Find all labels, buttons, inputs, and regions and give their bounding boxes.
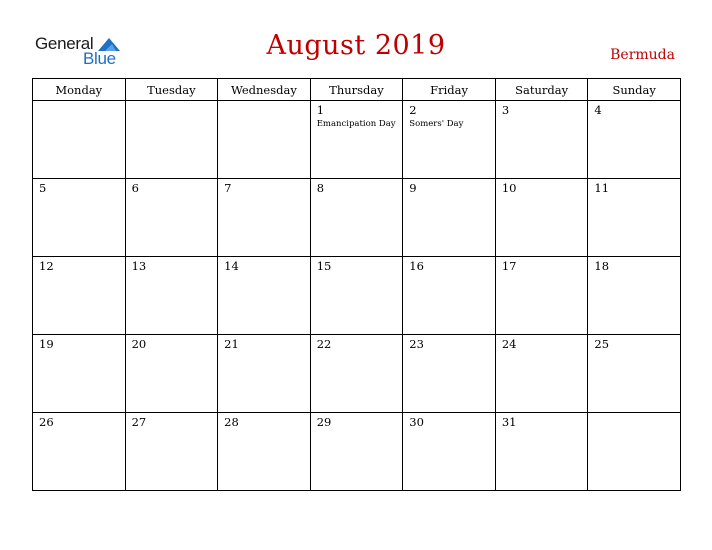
day-cell: [495, 179, 588, 257]
day-number: 25: [594, 337, 610, 351]
calendar-week-row: [33, 101, 681, 179]
day-number: 13: [131, 259, 147, 273]
weekday-header: Sunday: [588, 79, 681, 101]
day-cell: [310, 101, 403, 179]
day-cell: [125, 335, 218, 413]
day-number: 5: [39, 181, 47, 195]
day-cell: [33, 413, 126, 491]
day-cell: [218, 257, 311, 335]
day-cell: [403, 101, 496, 179]
day-number: 14: [224, 259, 239, 273]
day-cell: [495, 413, 588, 491]
weekday-header: Tuesday: [125, 79, 218, 101]
day-cell: [218, 179, 311, 257]
day-cell: [218, 413, 311, 491]
weekday-header: Wednesday: [218, 79, 311, 101]
day-number: 29: [316, 415, 332, 429]
day-number: 2: [409, 103, 417, 117]
day-cell: [403, 335, 496, 413]
day-number: 23: [409, 337, 424, 351]
day-number: 28: [224, 415, 239, 429]
calendar-week-row: [33, 179, 681, 257]
day-number: 19: [39, 337, 54, 351]
day-cell: [125, 179, 218, 257]
day-cell: [33, 179, 126, 257]
day-number: 22: [316, 337, 332, 351]
day-cell: [495, 335, 588, 413]
holiday-label: Somers' Day: [409, 119, 464, 129]
day-number: 17: [501, 259, 517, 273]
day-number: 20: [131, 337, 147, 351]
day-number: 30: [409, 415, 424, 429]
day-cell: [310, 257, 403, 335]
day-cell: [403, 179, 496, 257]
day-cell: [588, 335, 681, 413]
day-number: 24: [501, 337, 517, 351]
holiday-label: Emancipation Day: [316, 119, 396, 129]
day-number: 3: [501, 103, 510, 117]
calendar-title: August 2019: [266, 30, 446, 61]
logo-text-blue: Blue: [83, 49, 116, 68]
day-cell: [403, 413, 496, 491]
day-cell: [588, 101, 681, 179]
day-number: 31: [501, 415, 517, 429]
day-number: 7: [224, 181, 232, 195]
day-cell: [33, 335, 126, 413]
day-number: 1: [316, 103, 325, 117]
day-cell: [310, 413, 403, 491]
day-cell: [125, 257, 218, 335]
day-cell: [588, 179, 681, 257]
weekday-header-row: [33, 79, 681, 101]
day-cell: [588, 257, 681, 335]
day-cell: [310, 179, 403, 257]
calendar-week-row: [33, 257, 681, 335]
weekday-header: Thursday: [310, 79, 403, 101]
region-label: Bermuda: [610, 47, 675, 63]
weekday-header: Monday: [33, 79, 126, 101]
logo-text-general: General: [35, 34, 94, 53]
day-cell: [125, 101, 218, 179]
day-number: 4: [594, 103, 602, 117]
day-number: 16: [409, 259, 424, 273]
day-cell: [218, 101, 311, 179]
day-number: 8: [316, 181, 325, 195]
weekday-header: Saturday: [495, 79, 588, 101]
calendar-week-row: [33, 335, 681, 413]
day-cell: [495, 101, 588, 179]
calendar-grid: [32, 78, 681, 491]
day-cell: [218, 335, 311, 413]
day-number: 21: [224, 337, 239, 351]
day-number: 12: [39, 259, 54, 273]
day-cell: [33, 101, 126, 179]
day-cell: [588, 413, 681, 491]
day-number: 26: [39, 415, 54, 429]
day-number: 27: [131, 415, 147, 429]
day-number: 10: [501, 181, 517, 195]
day-number: 11: [594, 181, 610, 195]
day-cell: [403, 257, 496, 335]
day-cell: [125, 413, 218, 491]
day-number: 6: [131, 181, 139, 195]
day-cell: [310, 335, 403, 413]
day-cell: [495, 257, 588, 335]
calendar-week-row: [33, 413, 681, 491]
day-number: 18: [594, 259, 610, 273]
day-cell: [33, 257, 126, 335]
weekday-header: Friday: [403, 79, 496, 101]
day-number: 15: [316, 259, 332, 273]
day-number: 9: [409, 181, 417, 195]
